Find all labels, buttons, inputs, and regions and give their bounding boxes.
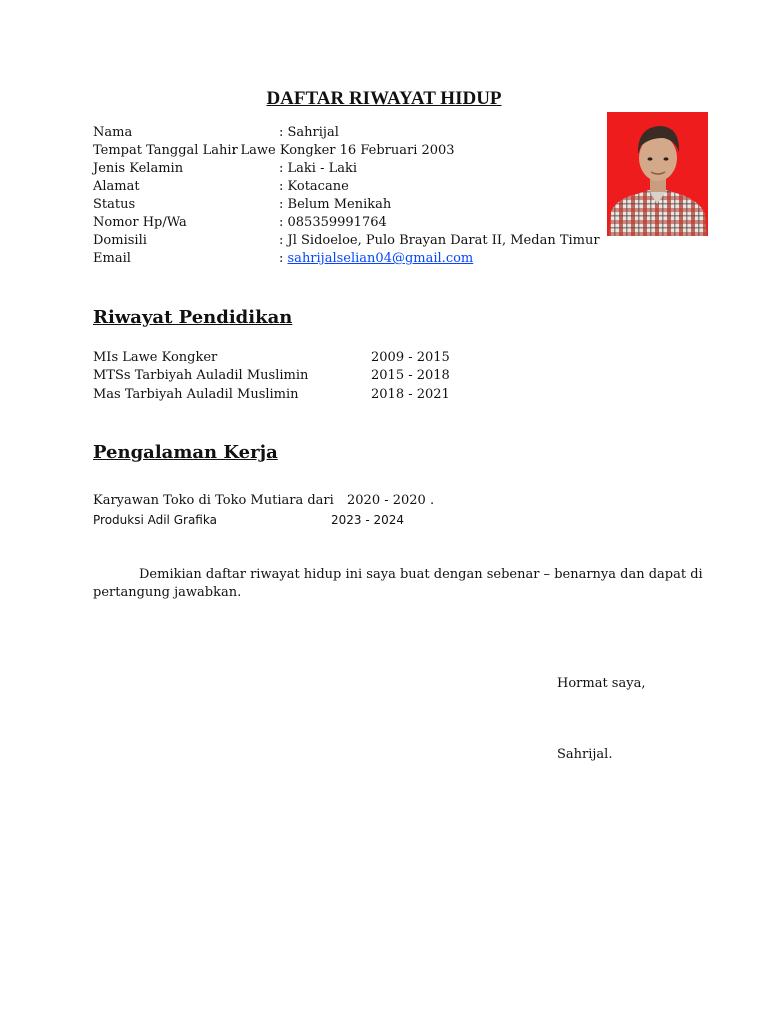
info-label: Domisili bbox=[93, 233, 147, 248]
education-school: Mas Tarbiyah Auladil Muslimin bbox=[93, 387, 299, 402]
education-school: MTSs Tarbiyah Auladil Muslimin bbox=[93, 368, 309, 383]
info-value: : Kotacane bbox=[279, 179, 349, 194]
experience-job: Karyawan Toko di Toko Mutiara dari bbox=[93, 493, 334, 508]
info-label: Status bbox=[93, 197, 136, 212]
profile-photo bbox=[607, 112, 708, 236]
experience-job: Produksi Adil Grafika bbox=[93, 513, 217, 527]
info-label: Jenis Kelamin bbox=[93, 161, 184, 176]
closing-line-2: pertangung jawabkan. bbox=[93, 585, 242, 600]
education-years: 2015 - 2018 bbox=[371, 368, 450, 383]
info-value: : 085359991764 bbox=[279, 215, 387, 230]
email-link[interactable]: sahrijalselian04@gmail.com bbox=[287, 251, 474, 266]
signature-name: Sahrijal. bbox=[557, 747, 613, 762]
experience-years: 2023 - 2024 bbox=[331, 513, 405, 527]
education-years: 2009 - 2015 bbox=[371, 350, 450, 365]
info-label: Email bbox=[93, 251, 131, 266]
signature-greeting: Hormat saya, bbox=[557, 676, 646, 691]
info-value: : Belum Menikah bbox=[279, 197, 392, 212]
info-value: : Sahrijal bbox=[279, 125, 339, 140]
info-label: Nomor Hp/Wa bbox=[93, 215, 187, 230]
info-label: Alamat bbox=[93, 179, 140, 194]
info-label: Nama bbox=[93, 125, 133, 140]
experience-years: 2020 - 2020 . bbox=[347, 493, 435, 508]
info-row-email bbox=[0, 251, 768, 269]
info-label: Tempat Tanggal Lahir bbox=[93, 143, 238, 158]
email-prefix: : bbox=[279, 251, 288, 266]
experience-heading: Pengalaman Kerja bbox=[93, 442, 278, 463]
person-portrait-image bbox=[607, 112, 708, 236]
info-value bbox=[279, 251, 473, 266]
education-school: MIs Lawe Kongker bbox=[93, 350, 218, 365]
document-title: DAFTAR RIWAYAT HIDUP bbox=[266, 88, 502, 109]
closing-line-1: Demikian daftar riwayat hidup ini saya buat dengan sebenar – benarnya dan dapat di bbox=[139, 567, 703, 582]
education-years: 2018 - 2021 bbox=[371, 387, 450, 402]
info-value: : Jl Sidoeloe, Pulo Brayan Darat II, Medan Timur bbox=[279, 233, 600, 248]
info-value: : Lawe Kongker 16 Februari 2003 bbox=[232, 143, 455, 158]
info-value: : Laki - Laki bbox=[279, 161, 358, 176]
education-heading: Riwayat Pendidikan bbox=[93, 307, 293, 328]
